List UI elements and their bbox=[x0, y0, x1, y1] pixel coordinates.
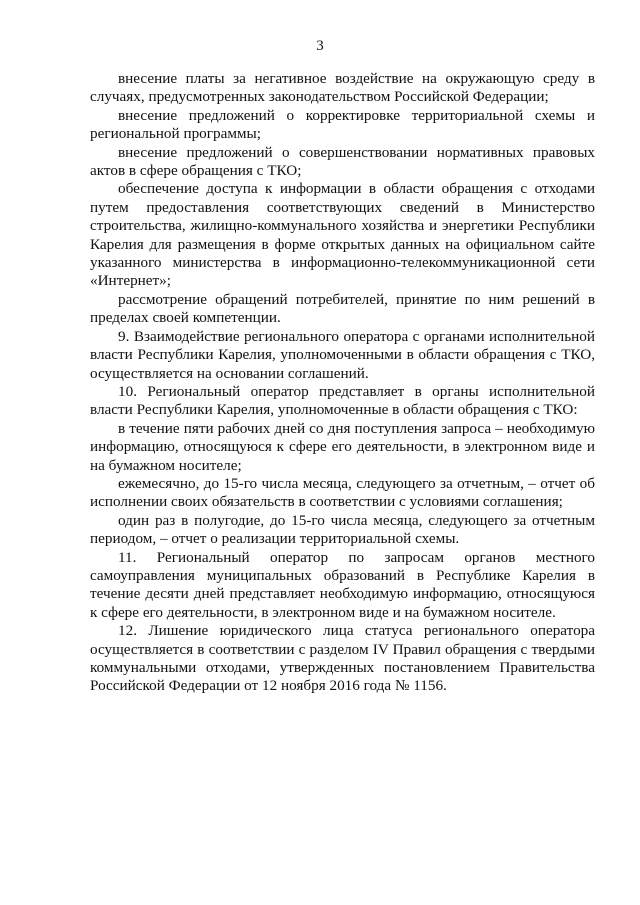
paragraph-scheme-correction: внесение предложений о корректировке территориальной схемы и региональной программы; bbox=[90, 106, 595, 143]
paragraph-fee-payment: внесение платы за негативное воздействие на окружающую среду в случаях, предусмотренных законодательством Российской Федерации; bbox=[90, 70, 595, 106]
paragraph-consumer-appeals: рассмотрение обращений потребителей, принятие по ним решений в пределах своей компетенции. bbox=[90, 290, 595, 327]
paragraph-five-days: в течение пяти рабочих дней со дня поступления запроса – необходимую информацию, относящуюся к сфере его деятельности, в электронном виде и на бумажном носителе; bbox=[90, 419, 595, 474]
paragraph-item-10: 10. Региональный оператор представляет в органы исполнительной власти Республики Карелия, уполномоченные в области обращения с ТКО: bbox=[90, 382, 595, 419]
paragraph-monthly: ежемесячно, до 15-го числа месяца, следующего за отчетным, – отчет об исполнении своих обязательств в соответствии с условиями соглашения; bbox=[90, 474, 595, 511]
page-number: 3 bbox=[316, 38, 324, 54]
paragraph-item-11: 11. Региональный оператор по запросам органов местного самоуправления муниципальных образований в Республике Карелия в течение десяти дней представляет необходимую информацию, относящуюся к сфере его деятельности, в электронном виде и на бумажном носителе. bbox=[90, 548, 595, 621]
paragraph-legal-acts: внесение предложений о совершенствовании нормативных правовых актов в сфере обращения с ТКО; bbox=[90, 143, 595, 180]
document-body bbox=[90, 70, 595, 696]
paragraph-information-access: обеспечение доступа к информации в области обращения с отходами путем предоставления соответствующих сведений в Министерство строительства, жилищно-коммунального хозяйства и энергетики Республики Карелия для размещения в форме открытых данных на официальном сайте указанного министерства в информационно-телекоммуникационной сети «Интернет»; bbox=[90, 180, 595, 290]
paragraph-item-12: 12. Лишение юридического лица статуса регионального оператора осуществляется в соответствии с разделом IV Правил обращения с твердыми коммунальными отходами, утвержденных постановлением Правительства Российской Федерации от 12 ноября 2016 года № 1156. bbox=[90, 622, 595, 695]
paragraph-half-year: один раз в полугодие, до 15-го числа месяца, следующего за отчетным периодом, – отчет о реализации территориальной схемы. bbox=[90, 511, 595, 548]
paragraph-item-9: 9. Взаимодействие регионального оператора с органами исполнительной власти Республики Карелия, уполномоченными в области обращения с ТКО, осуществляется на основании соглашений. bbox=[90, 327, 595, 382]
